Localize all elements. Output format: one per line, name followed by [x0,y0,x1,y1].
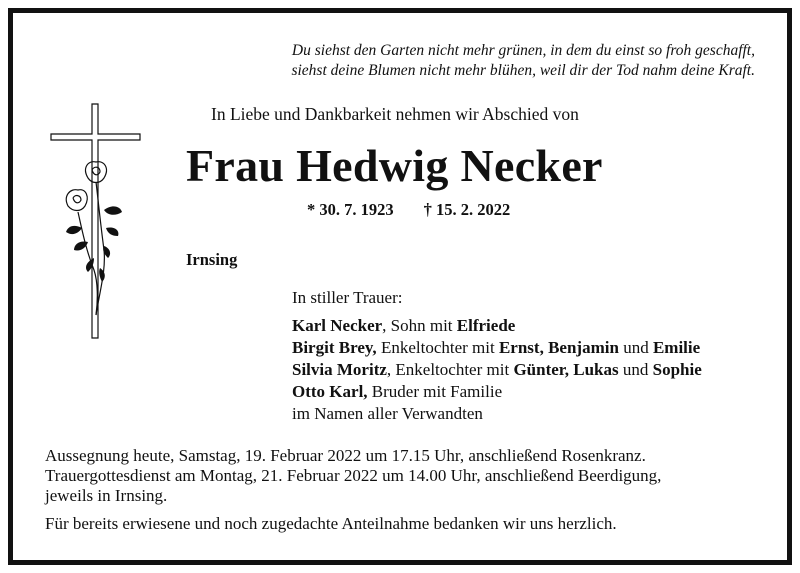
mourner-row [292,359,702,381]
service-line-1: Aussegnung heute, Samstag, 19. Februar 2022 um 17.15 Uhr, anschließend Rosenkranz. [45,446,646,465]
conjunction: und [618,360,653,379]
service-line-2: Trauergottesdienst am Montag, 21. Februar 2022 um 14.00 Uhr, anschließend Beerdigung, [45,466,662,485]
mourner-relation: , Sohn mit [382,316,457,335]
poem [195,41,755,81]
poem-line-1: Du siehst den Garten nicht mehr grünen, in dem du einst so froh geschafft, [291,42,755,59]
mourner-children-last: Sophie [652,360,702,379]
mourner-children-last: Emilie [652,338,701,357]
residence-place: Irnsing [186,250,238,269]
mourner-row [292,315,702,337]
poem-line-2: siehst deine Blumen nicht mehr blühen, weil dir der Tod nahm deine Kraft. [291,62,755,79]
service-info [45,446,661,534]
mourner-relation: Enkeltochter mit [376,338,499,357]
conjunction: und [618,338,653,357]
mourner-name: Karl Necker [292,316,383,335]
intro-text: In Liebe und Dankbarkeit nehmen wir Abschied von [211,104,579,124]
mourner-relation: Bruder mit Familie [367,382,503,401]
death-date: † 15. 2. 2022 [423,200,511,219]
mourner-name: Birgit Brey, [292,338,377,357]
life-dates [307,200,510,220]
mourner-children: Günter, Lukas [513,360,619,379]
deceased-name: Frau Hedwig Necker [186,140,603,191]
birth-date: * 30. 7. 1923 [307,200,394,219]
mourner-partner: Elfriede [456,316,516,335]
mourner-name: Silvia Moritz [292,360,387,379]
mourner-children: Ernst, Benjamin [498,338,619,357]
mourner-row-relatives: im Namen aller Verwandten [292,404,483,423]
cross-with-roses-icon [48,100,148,350]
mourner-row [292,381,702,403]
service-line-3: jeweils in Irnsing. [45,486,168,505]
mourner-row [292,337,702,359]
mourner-relation: , Enkeltochter mit [386,360,514,379]
mourner-name: Otto Karl, [292,382,368,401]
thanks-line: Für bereits erwiesene und noch zugedachte Anteilnahme bedanken wir uns herzlich. [45,514,617,533]
mourners-heading: In stiller Trauer: [292,288,403,307]
mourners-list [292,287,702,425]
